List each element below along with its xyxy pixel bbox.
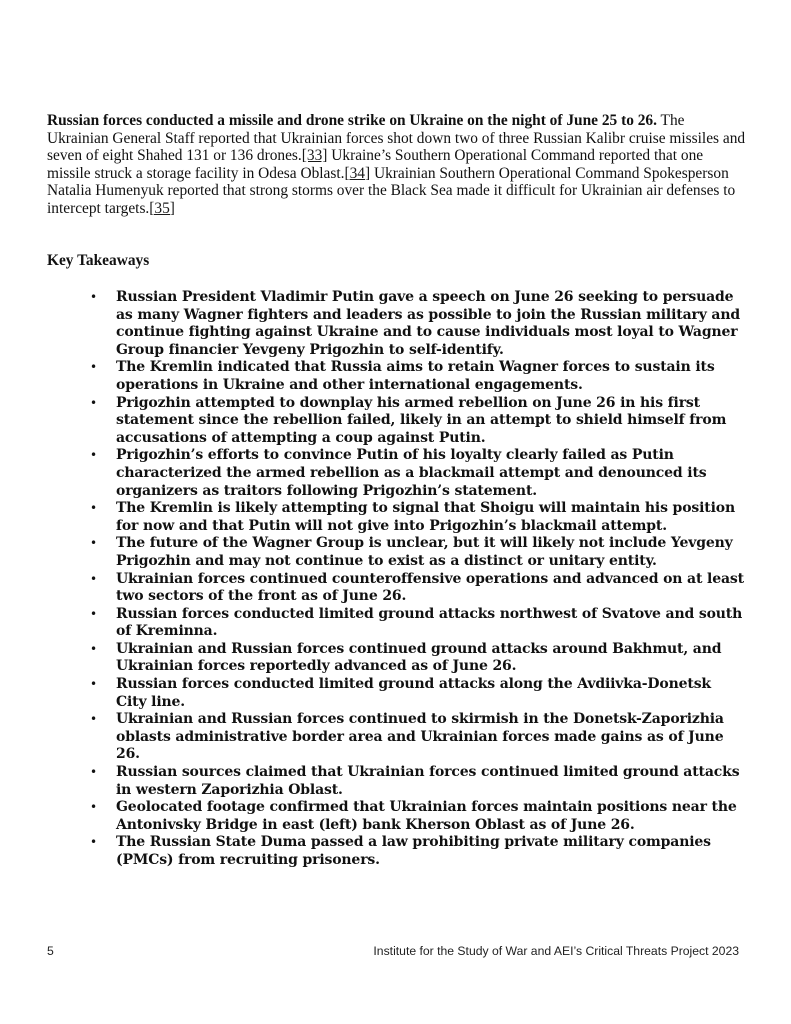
takeaway-item	[90, 447, 746, 500]
takeaway-text: Russian forces conducted limited ground attacks northwest of Svatove and south of Kreminna.	[116, 605, 743, 640]
takeaway-item	[90, 834, 746, 869]
bullet-icon: •	[90, 606, 97, 621]
intro-lead: Russian forces conducted a missile and drone strike on Ukraine on the night of June 25 to 26.	[47, 112, 657, 129]
takeaway-item	[90, 799, 746, 834]
takeaway-item	[90, 394, 746, 448]
bullet-icon: •	[90, 501, 97, 516]
bullet-icon: •	[90, 641, 97, 656]
bullet-icon: •	[90, 536, 97, 551]
bullet-icon: •	[90, 835, 97, 850]
bullet-icon: •	[90, 290, 97, 304]
key-takeaways-heading: Key Takeaways	[47, 252, 150, 269]
bullet-icon: •	[90, 571, 97, 586]
takeaway-item	[90, 535, 746, 570]
takeaway-item	[90, 570, 746, 606]
takeaway-text: Geolocated footage confirmed that Ukrainian forces maintain positions near the Antonivsky Bridge in east (left) bank Kherson Oblast as of June 26.	[116, 799, 737, 833]
intro-sentence-2: Ukraine’s Southern Operational Command reported that one missile struck a storage facility in Odesa Oblast.	[47, 147, 704, 182]
bullet-icon: •	[90, 712, 97, 727]
takeaway-text: The Kremlin indicated that Russia aims to retain Wagner forces to sustain its operations in Ukraine and other international engagements.	[116, 359, 715, 393]
footnote-link-34[interactable]: [34]	[344, 164, 371, 182]
takeaway-item	[90, 764, 746, 799]
takeaway-text: Russian sources claimed that Ukrainian forces continued limited ground attacks in western Zaporizhia Oblast.	[116, 764, 740, 798]
intro-sentence-1: The Ukrainian General Staff reported that Ukrainian forces shot down two of three Russian Kalibr cruise missiles and seven of eight Shahed 131 or 136 drones.	[47, 112, 746, 164]
key-takeaways-list	[90, 289, 746, 870]
bullet-icon: •	[90, 800, 97, 815]
bullet-icon: •	[90, 765, 97, 780]
bullet-icon: •	[90, 395, 97, 410]
takeaway-item	[90, 676, 746, 711]
takeaway-text: The Kremlin is likely attempting to signal that Shoigu will maintain his position for now and that Putin will not give into Prigozhin’s blackmail attempt.	[116, 500, 735, 534]
takeaway-item	[90, 359, 746, 394]
page-number: 5	[47, 944, 54, 958]
bullet-icon: •	[90, 448, 97, 463]
footer-text: Institute for the Study of War and AEI’s Critical Threats Project 2023	[373, 944, 739, 958]
bullet-icon: •	[90, 677, 97, 692]
takeaway-item	[90, 640, 746, 676]
takeaway-item	[90, 500, 746, 535]
takeaway-text: Russian President Vladimir Putin gave a speech on June 26 seeking to persuade as many Wagner fighters and leaders as possible to join the Russian military and continue fighting against Ukraine and to cause individuals most loyal to Wagner Group financier Yevgeny Prigozhin to self-identify.	[116, 289, 741, 358]
takeaway-item	[90, 605, 746, 641]
footnote-link-33[interactable]: [33]	[301, 147, 328, 164]
takeaway-text: Russian forces conducted limited ground attacks along the Avdiivka-Donetsk City line.	[116, 676, 711, 710]
intro-sentence-3: Ukrainian Southern Operational Command Spokesperson Natalia Humenyuk reported that strong storms over the Black Sea made it difficult for Ukrainian air defenses to intercept targets.	[47, 164, 736, 217]
footnote-link-35[interactable]: [35]	[149, 199, 175, 217]
takeaway-item	[90, 711, 746, 764]
takeaway-item	[90, 289, 746, 359]
bullet-icon: •	[90, 360, 97, 375]
takeaway-text: Ukrainian and Russian forces continued to skirmish in the Donetsk-Zaporizhia oblasts administrative border area and Ukrainian forces made gains as of June 26.	[116, 711, 724, 763]
takeaway-text: Ukrainian forces continued counteroffensive operations and advanced on at least two sectors of the front as of June 26.	[116, 570, 744, 605]
takeaway-text: Ukrainian and Russian forces continued ground attacks around Bakhmut, and Ukrainian forces reportedly advanced as of June 26.	[116, 640, 722, 675]
takeaway-text: Prigozhin’s efforts to convince Putin of his loyalty clearly failed as Putin characterized the armed rebellion as a blackmail attempt and denounced its organizers as traitors following Prigozhin’s statement.	[116, 447, 707, 499]
takeaway-text: The Russian State Duma passed a law prohibiting private military companies (PMCs) from recruiting prisoners.	[116, 834, 711, 868]
intro-paragraph	[47, 112, 747, 217]
takeaway-text: The future of the Wagner Group is unclear, but it will likely not include Yevgeny Prigozhin and may not continue to exist as a distinct or unitary entity.	[116, 535, 733, 569]
takeaway-text: Prigozhin attempted to downplay his armed rebellion on June 26 in his first statement since the rebellion failed, likely in an attempt to shield himself from accusations of attempting a coup against Putin.	[116, 394, 727, 446]
